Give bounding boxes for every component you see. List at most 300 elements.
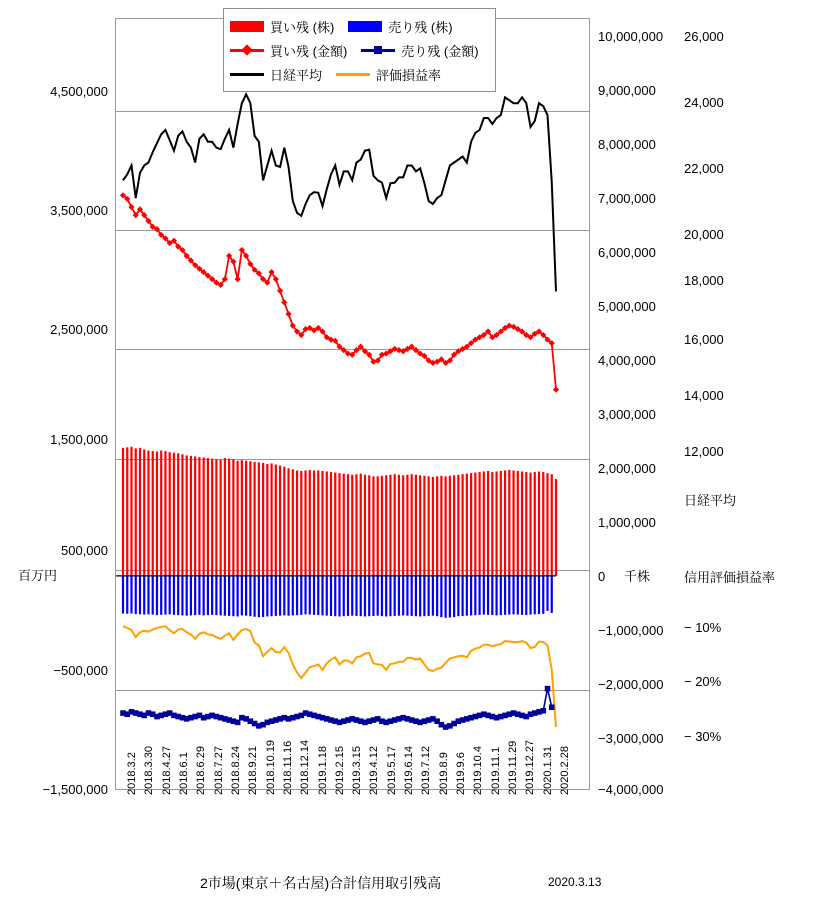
y-right2-tick-5: 16,000: [684, 332, 724, 347]
bar-buy-shares: [411, 474, 413, 576]
bar-sell-shares: [169, 576, 171, 614]
bar-sell-shares: [512, 576, 514, 614]
bar-buy-shares: [406, 475, 408, 576]
legend-swatch-buy-amount-icon: [230, 43, 264, 57]
bar-sell-shares: [534, 576, 536, 614]
bar-sell-shares: [304, 576, 306, 614]
bar-buy-shares: [445, 476, 447, 575]
bar-sell-shares: [215, 576, 217, 615]
bar-buy-shares: [245, 461, 247, 576]
x-tick-label: 2018.4.27: [160, 746, 173, 795]
x-tick-label: 2019.2.15: [333, 746, 346, 795]
bar-buy-shares: [143, 449, 145, 575]
bar-buy-shares: [254, 462, 256, 576]
y-right1-tick-6: 4,000,000: [598, 353, 656, 368]
y-right2-tick-0: 26,000: [684, 29, 724, 44]
bar-sell-shares: [360, 576, 362, 616]
bar-sell-shares: [466, 576, 468, 616]
bar-buy-shares: [249, 461, 251, 576]
x-tick-label: 2018.7.27: [212, 746, 225, 795]
bar-buy-shares: [355, 474, 357, 576]
bar-buy-shares: [224, 458, 226, 576]
bar-sell-shares: [491, 576, 493, 615]
bar-buy-shares: [517, 471, 519, 576]
legend-item-sell-shares: [348, 17, 452, 36]
bar-buy-shares: [169, 452, 171, 576]
legend-row-1: [230, 14, 489, 38]
bar-sell-shares: [241, 576, 243, 616]
legend-swatch-sell-shares-icon: [348, 21, 382, 32]
bar-sell-shares: [432, 576, 434, 616]
series-line: [123, 94, 556, 291]
bar-buy-shares: [466, 474, 468, 576]
bar-buy-shares: [542, 472, 544, 576]
bar-sell-shares: [143, 576, 145, 615]
series-line: [123, 626, 556, 727]
x-tick-label: 2019.7.12: [420, 746, 433, 795]
legend-swatch-pl-rate-icon: [336, 67, 370, 81]
bar-sell-shares: [254, 576, 256, 617]
bar-sell-shares: [317, 576, 319, 615]
bar-buy-shares: [300, 471, 302, 576]
bar-buy-shares: [164, 451, 166, 576]
bar-sell-shares: [338, 576, 340, 617]
x-tick-label: 2018.3.2: [126, 752, 138, 795]
y-right1-tick-2: 8,000,000: [598, 137, 656, 152]
bar-sell-shares: [296, 576, 298, 615]
bar-sell-shares: [428, 576, 430, 616]
y-right2-tick-7: 12,000: [684, 444, 724, 459]
bar-sell-shares: [487, 576, 489, 615]
bar-buy-shares: [266, 464, 268, 576]
legend-item-sell-amount: [361, 41, 478, 60]
bar-buy-shares: [389, 475, 391, 576]
bar-sell-shares: [283, 576, 285, 616]
bar-buy-shares: [462, 474, 464, 576]
bar-buy-shares: [364, 475, 366, 576]
bar-sell-shares: [181, 576, 183, 616]
bar-buy-shares: [287, 468, 289, 576]
bar-buy-shares: [394, 474, 396, 576]
x-tick-label: 2019.11.1: [489, 746, 502, 795]
x-tick-label: 2018.10.19: [264, 739, 277, 795]
bar-buy-shares: [551, 474, 553, 576]
bar-buy-shares: [534, 472, 536, 576]
bar-buy-shares: [232, 459, 234, 576]
y-left-axis-title: 百万円: [18, 568, 58, 583]
bar-sell-shares: [470, 576, 472, 616]
bar-buy-shares: [334, 473, 336, 576]
bar-buy-shares: [228, 459, 230, 576]
bar-sell-shares: [275, 576, 277, 616]
bar-buy-shares: [351, 475, 353, 576]
bar-buy-shares: [317, 470, 319, 575]
bar-sell-shares: [453, 576, 455, 617]
bar-buy-shares: [203, 458, 205, 576]
bar-sell-shares: [186, 576, 188, 616]
marker-sell-amount: [545, 686, 551, 692]
bar-sell-shares: [190, 576, 192, 616]
y-right2-tick-4: 18,000: [684, 273, 724, 288]
bar-sell-shares: [529, 576, 531, 615]
bar-sell-shares: [551, 576, 553, 613]
bar-buy-shares: [139, 448, 141, 576]
x-tick-label: 2019.10.4: [472, 746, 485, 795]
marker-buy-amount: [553, 387, 559, 393]
bar-sell-shares: [173, 576, 175, 615]
bar-buy-shares: [258, 462, 260, 575]
bar-sell-shares: [542, 576, 544, 614]
bar-sell-shares: [495, 576, 497, 616]
bar-buy-shares: [283, 467, 285, 576]
bar-sell-shares: [203, 576, 205, 616]
bar-buy-shares: [313, 470, 315, 575]
bar-sell-shares: [122, 576, 124, 614]
y-left-tick-6: −1,500,000: [42, 782, 108, 797]
bar-buy-shares: [152, 451, 154, 576]
y-right1-tick-9: 1,000,000: [598, 515, 656, 530]
bar-buy-shares: [449, 476, 451, 576]
bar-sell-shares: [347, 576, 349, 616]
marker-buy-amount: [285, 311, 291, 317]
bar-sell-shares: [504, 576, 506, 615]
bar-buy-shares: [160, 451, 162, 576]
bar-sell-shares: [457, 576, 459, 616]
bar-sell-shares: [177, 576, 179, 615]
bar-buy-shares: [156, 452, 158, 576]
bar-buy-shares: [368, 475, 370, 576]
y-left-tick-1: 3,500,000: [50, 203, 108, 218]
bar-sell-shares: [436, 576, 438, 616]
bar-buy-shares: [372, 476, 374, 575]
bar-sell-shares: [462, 576, 464, 616]
legend-item-buy-shares: [230, 17, 334, 36]
bar-buy-shares: [555, 479, 557, 576]
x-tick-label: 2019.1.18: [316, 746, 329, 795]
bar-buy-shares: [304, 470, 306, 575]
bar-buy-shares: [275, 465, 277, 576]
bar-sell-shares: [164, 576, 166, 615]
y-right2-title-bottom: 信用評価損益率: [684, 570, 776, 585]
bar-sell-shares: [449, 576, 451, 618]
bar-sell-shares: [300, 576, 302, 615]
bar-buy-shares: [326, 472, 328, 576]
bar-sell-shares: [445, 576, 447, 618]
y-left-tick-4: 500,000: [61, 543, 108, 558]
y-right2-tick-1: 24,000: [684, 95, 724, 110]
bar-buy-shares: [181, 454, 183, 576]
marker-buy-amount: [235, 276, 241, 282]
bar-sell-shares: [364, 576, 366, 617]
y-right1-tick-11: −1,000,000: [598, 623, 664, 638]
legend-label-buy-amount: 買い残 (金額): [270, 43, 348, 59]
bar-sell-shares: [228, 576, 230, 616]
bar-buy-shares: [546, 473, 548, 576]
bar-buy-shares: [279, 466, 281, 576]
legend-item-buy-amount: [230, 41, 347, 60]
bar-buy-shares: [432, 477, 434, 576]
bar-sell-shares: [343, 576, 345, 616]
y-right1-tick-7: 3,000,000: [598, 407, 656, 422]
bar-buy-shares: [147, 451, 149, 576]
y-left-tick-2: 2,500,000: [50, 322, 108, 337]
x-tick-label: 2019.4.12: [368, 746, 381, 795]
bar-buy-shares: [241, 460, 243, 576]
y-right1-tick-12: −2,000,000: [598, 677, 664, 692]
marker-buy-amount: [281, 299, 287, 305]
bar-sell-shares: [279, 576, 281, 616]
bar-sell-shares: [232, 576, 234, 616]
bar-sell-shares: [525, 576, 527, 615]
bar-sell-shares: [245, 576, 247, 616]
y-right1-tick-10: 0: [598, 569, 606, 584]
y-right1-axis-title: 千株: [624, 569, 651, 584]
bar-buy-shares: [495, 472, 497, 576]
y-right1-tick-8: 2,000,000: [598, 461, 656, 476]
y-right1-tick-3: 7,000,000: [598, 191, 656, 206]
marker-buy-amount: [277, 288, 283, 294]
bar-sell-shares: [351, 576, 353, 616]
bar-sell-shares: [207, 576, 209, 615]
x-tick-label: 2018.9.21: [247, 746, 260, 795]
x-tick-label: 2018.6.29: [195, 746, 208, 795]
bar-sell-shares: [194, 576, 196, 615]
legend-swatch-nikkei-icon: [230, 67, 264, 81]
marker-buy-amount: [128, 204, 134, 210]
bar-buy-shares: [321, 471, 323, 576]
y-right2-tick-6: 14,000: [684, 388, 724, 403]
x-tick-label: 2018.6.1: [177, 752, 190, 795]
bar-sell-shares: [198, 576, 200, 615]
series-canvas: [116, 19, 590, 789]
x-tick-label: 2018.3.30: [143, 746, 156, 795]
x-tick-label: 2018.8.24: [229, 746, 242, 795]
bar-sell-shares: [381, 576, 383, 616]
bar-sell-shares: [508, 576, 510, 615]
bar-sell-shares: [483, 576, 485, 615]
bar-sell-shares: [330, 576, 332, 616]
bar-sell-shares: [368, 576, 370, 616]
marker-sell-amount: [540, 708, 546, 714]
bar-sell-shares: [126, 576, 128, 614]
bar-buy-shares: [538, 472, 540, 576]
bar-sell-shares: [406, 576, 408, 616]
legend-swatch-buy-shares-icon: [230, 21, 264, 32]
bar-buy-shares: [122, 448, 124, 576]
legend-row-3: [230, 62, 489, 86]
bar-sell-shares: [402, 576, 404, 616]
y-right1-tick-14: −4,000,000: [598, 782, 664, 797]
bar-buy-shares: [135, 448, 137, 575]
bar-buy-shares: [177, 453, 179, 576]
bar-buy-shares: [453, 475, 455, 576]
bar-sell-shares: [546, 576, 548, 611]
bar-buy-shares: [309, 470, 311, 576]
y-right2-title-top: 日経平均: [684, 493, 737, 508]
bar-buy-shares: [402, 475, 404, 576]
x-tick-label: 2019.3.15: [351, 746, 364, 795]
bar-buy-shares: [381, 476, 383, 576]
bar-sell-shares: [398, 576, 400, 616]
marker-sell-amount: [549, 704, 555, 710]
bar-buy-shares: [500, 471, 502, 576]
x-tick-label: 2020.2.28: [559, 746, 571, 795]
bar-buy-shares: [198, 457, 200, 576]
bar-sell-shares: [500, 576, 502, 615]
bar-sell-shares: [262, 576, 264, 617]
bar-buy-shares: [428, 476, 430, 575]
bar-sell-shares: [517, 576, 519, 615]
plot-area: [115, 18, 590, 790]
bar-buy-shares: [377, 476, 379, 575]
x-tick-label: 2019.6.14: [403, 746, 416, 795]
legend-label-sell-shares: 売り残 (株): [388, 19, 453, 35]
bar-sell-shares: [147, 576, 149, 614]
y-right2-tick-2: 22,000: [684, 161, 724, 176]
bar-sell-shares: [224, 576, 226, 616]
bar-sell-shares: [266, 576, 268, 617]
bar-buy-shares: [173, 453, 175, 576]
bar-sell-shares: [292, 576, 294, 616]
series-line: [123, 195, 556, 389]
bar-sell-shares: [287, 576, 289, 616]
bar-buy-shares: [194, 456, 196, 575]
bar-buy-shares: [360, 474, 362, 576]
bar-buy-shares: [126, 447, 128, 576]
y-right1-tick-1: 9,000,000: [598, 83, 656, 98]
y-right1-tick-13: −3,000,000: [598, 731, 664, 746]
bar-buy-shares: [512, 470, 514, 575]
bar-sell-shares: [423, 576, 425, 616]
bar-sell-shares: [334, 576, 336, 616]
bar-buy-shares: [508, 470, 510, 576]
bar-buy-shares: [415, 475, 417, 576]
bar-buy-shares: [130, 447, 132, 576]
legend-swatch-sell-amount-icon: [361, 43, 395, 57]
bar-buy-shares: [190, 456, 192, 576]
y-right2-pct-tick-0: − 10%: [684, 620, 722, 635]
bar-buy-shares: [419, 475, 421, 576]
bar-buy-shares: [521, 472, 523, 576]
bar-sell-shares: [521, 576, 523, 615]
bar-buy-shares: [186, 455, 188, 575]
bar-sell-shares: [321, 576, 323, 616]
x-tick-label: 2019.5.17: [385, 746, 398, 795]
y-right1-tick-0: 10,000,000: [598, 29, 664, 44]
y-left-tick-5: −500,000: [53, 663, 108, 678]
bar-sell-shares: [440, 576, 442, 617]
y-right1-tick-4: 6,000,000: [598, 245, 656, 260]
x-tick-label: 2019.11.29: [507, 740, 520, 795]
legend-row-2: [230, 38, 489, 62]
x-tick-label: 2019.9.6: [455, 752, 468, 795]
bar-buy-shares: [215, 459, 217, 576]
bar-sell-shares: [270, 576, 272, 616]
bar-buy-shares: [220, 460, 222, 576]
bar-sell-shares: [135, 576, 137, 614]
x-tick-label: 2018.11.16: [281, 740, 294, 795]
bar-buy-shares: [262, 463, 264, 576]
bar-buy-shares: [487, 471, 489, 576]
bar-buy-shares: [440, 476, 442, 576]
chart-caption: 2市場(東京＋名古屋)合計信用取引残高: [200, 875, 442, 891]
bar-sell-shares: [538, 576, 540, 614]
bar-sell-shares: [389, 576, 391, 616]
bar-sell-shares: [237, 576, 239, 617]
bar-buy-shares: [457, 475, 459, 576]
bar-sell-shares: [355, 576, 357, 616]
bar-buy-shares: [296, 470, 298, 575]
bar-buy-shares: [385, 475, 387, 576]
legend-item-nikkei: [230, 65, 322, 84]
bar-buy-shares: [343, 474, 345, 576]
bar-buy-shares: [478, 472, 480, 576]
bar-buy-shares: [211, 459, 213, 576]
legend-label-nikkei: 日経平均: [270, 67, 323, 83]
legend-label-sell-amount: 売り残 (金額): [401, 43, 479, 59]
bar-buy-shares: [491, 472, 493, 576]
bar-buy-shares: [270, 463, 272, 575]
bar-sell-shares: [130, 576, 132, 614]
bar-sell-shares: [258, 576, 260, 617]
bar-sell-shares: [156, 576, 158, 615]
bar-buy-shares: [470, 473, 472, 576]
legend-item-pl-rate: [336, 65, 441, 84]
y-left-tick-0: 4,500,000: [50, 84, 108, 99]
bar-sell-shares: [385, 576, 387, 617]
bar-sell-shares: [309, 576, 311, 615]
chart-caption-date: 2020.3.13: [548, 875, 602, 889]
bar-sell-shares: [160, 576, 162, 615]
bar-buy-shares: [398, 475, 400, 576]
bar-buy-shares: [436, 476, 438, 575]
y-right2-pct-tick-1: − 20%: [684, 674, 722, 689]
bar-sell-shares: [220, 576, 222, 616]
bar-buy-shares: [330, 472, 332, 576]
bar-sell-shares: [474, 576, 476, 615]
bar-sell-shares: [415, 576, 417, 616]
bar-buy-shares: [338, 473, 340, 576]
bar-sell-shares: [326, 576, 328, 616]
y-right1-tick-5: 5,000,000: [598, 299, 656, 314]
bar-sell-shares: [419, 576, 421, 617]
bar-sell-shares: [377, 576, 379, 616]
y-right2-pct-tick-2: − 30%: [684, 729, 722, 744]
bar-sell-shares: [152, 576, 154, 615]
bar-sell-shares: [313, 576, 315, 615]
y-right2-tick-3: 20,000: [684, 227, 724, 242]
x-tick-label: 2018.12.14: [299, 739, 312, 795]
chart-legend: [223, 8, 496, 92]
bar-sell-shares: [372, 576, 374, 616]
bar-buy-shares: [237, 461, 239, 576]
bar-buy-shares: [525, 472, 527, 576]
x-tick-label: 2019.8.9: [437, 752, 450, 795]
bar-buy-shares: [423, 476, 425, 576]
x-tick-label: 2020.1.31: [541, 746, 554, 795]
bar-sell-shares: [139, 576, 141, 614]
legend-label-pl-rate: 評価損益率: [376, 67, 442, 83]
bar-sell-shares: [394, 576, 396, 616]
bar-buy-shares: [292, 469, 294, 576]
bar-buy-shares: [474, 473, 476, 576]
bar-sell-shares: [411, 576, 413, 616]
bar-sell-shares: [249, 576, 251, 616]
y-left-tick-3: 1,500,000: [50, 432, 108, 447]
bar-buy-shares: [207, 458, 209, 576]
bar-sell-shares: [478, 576, 480, 615]
bar-buy-shares: [347, 474, 349, 576]
